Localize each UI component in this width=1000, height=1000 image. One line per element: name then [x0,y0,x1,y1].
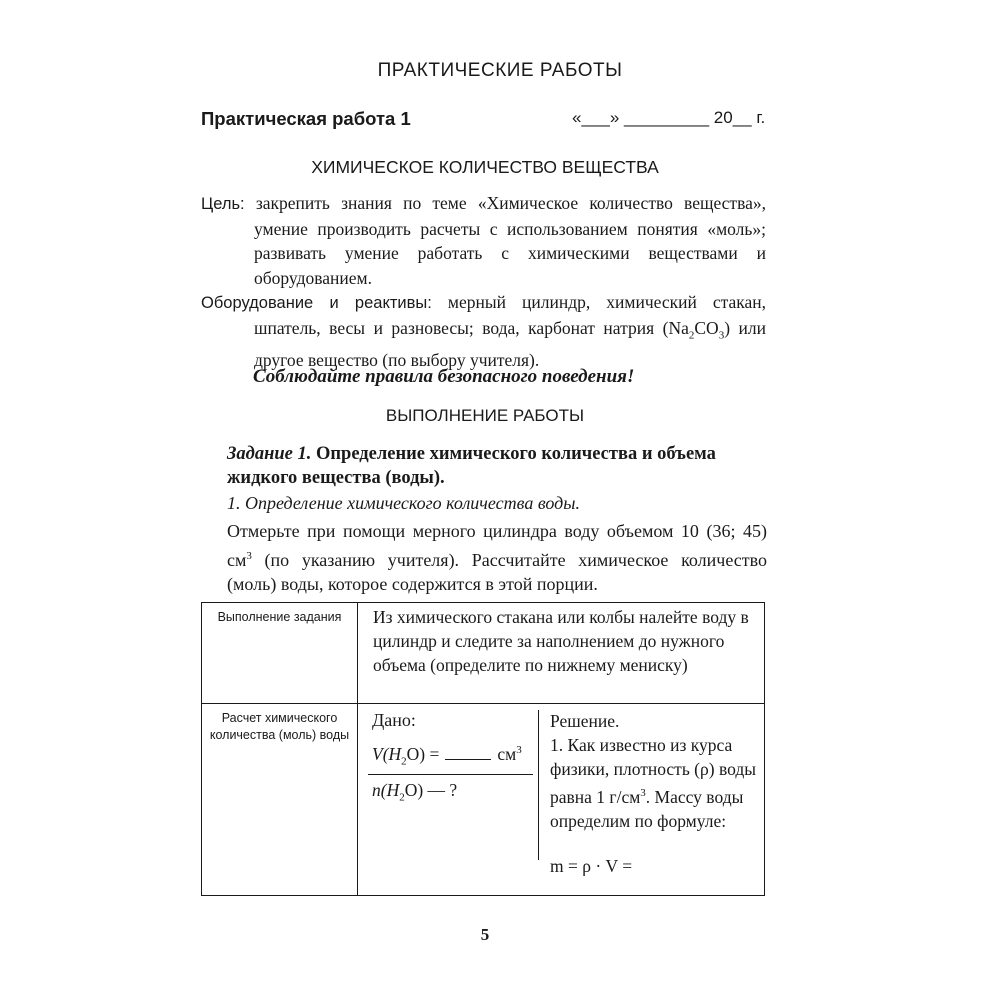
work-title: Практическая работа 1 [201,108,411,129]
solution-sup: 3 [640,787,646,799]
equipment-text-1: мерный цилиндр, химический стакан, шпатель, весы и разновесы; вода, карбонат натрия (Na [254,292,766,338]
given-amount [372,780,457,804]
given-n-left: n(H [372,780,400,800]
given-divider [368,774,533,775]
equipment-sub-2: 3 [718,329,725,341]
equipment-sub-1: 2 [688,329,695,341]
solution-block [550,709,760,833]
solution-text-1: 1. Как известно из курса физики, плотность (ρ) воды равна 1 г/см [550,735,757,807]
execution-title: ВЫПОЛНЕНИЕ РАБОТЫ [385,406,585,425]
calculation-cell [358,704,765,896]
solution-divider [538,710,539,860]
given-title: Дано: [372,710,416,730]
given-v-left: V(H [372,744,402,764]
instruction-paragraph [227,519,767,597]
solution-text-2: . Массу воды определим по формуле: [550,786,744,831]
row1-text: Из химического стакана или колбы налейте воду в цилиндр и следите за наполнением до нужного объема (определите по нижнему мениску) [358,603,765,704]
safety-note: Соблюдайте правила безопасного поведения! [253,366,635,387]
task-heading [227,442,767,490]
date-line: «___» _________ 20__ г. [572,108,766,127]
goal-paragraph [201,191,766,290]
mass-formula: m = ρ · V = [550,856,633,876]
equipment-text-3: ) или другое вещество (по выбору учителя). [254,317,766,370]
instruction-sup: 3 [246,549,252,562]
page-header: ПРАКТИЧЕСКИЕ РАБОТЫ [377,60,623,81]
solution-title: Решение. [550,711,620,731]
goal-text: закрепить знания по теме «Химическое количество вещества», умение производить расчеты с использованием понятия «моль»; развивать умение работать с химическими веществами и оборудованием. [254,193,766,288]
row1-label: Выполнение задания [202,603,358,704]
task-text: Определение химического количества и объема жидкого вещества (воды). [227,444,716,488]
page-number: 5 [480,925,490,944]
topic-title: ХИМИЧЕСКОЕ КОЛИЧЕСТВО ВЕЩЕСТВА [311,157,659,177]
row2-label: Расчет химического количества (моль) воды [202,704,358,896]
task-table [201,602,765,896]
equipment-label: Оборудование и реактивы: [201,294,432,312]
subtask-title: 1. Определение химического количества воды. [227,493,580,513]
goal-label: Цель: [201,195,245,213]
instruction-text-2: (по указанию учителя). Рассчитайте химическое количество (моль) воды, которое содержится в этой порции. [227,549,767,594]
instruction-text-1: Отмерьте при помощи мерного цилиндра воду объемом 10 (36; 45) см [227,521,767,570]
given-n-right: O) — ? [404,780,458,800]
table-row [202,704,765,896]
equipment-text-2: CO [694,317,719,338]
task-label: Задание 1. [227,444,312,464]
given-v-right: O) = [406,744,440,764]
table-row [202,603,765,704]
given-n-sub: 2 [399,791,405,804]
equipment-paragraph [201,290,766,372]
given-unit: см [497,744,517,764]
given-unit-sup: 3 [516,744,522,757]
answer-blank[interactable] [445,759,491,760]
given-v-sub: 2 [401,755,407,768]
given-volume [372,744,522,768]
